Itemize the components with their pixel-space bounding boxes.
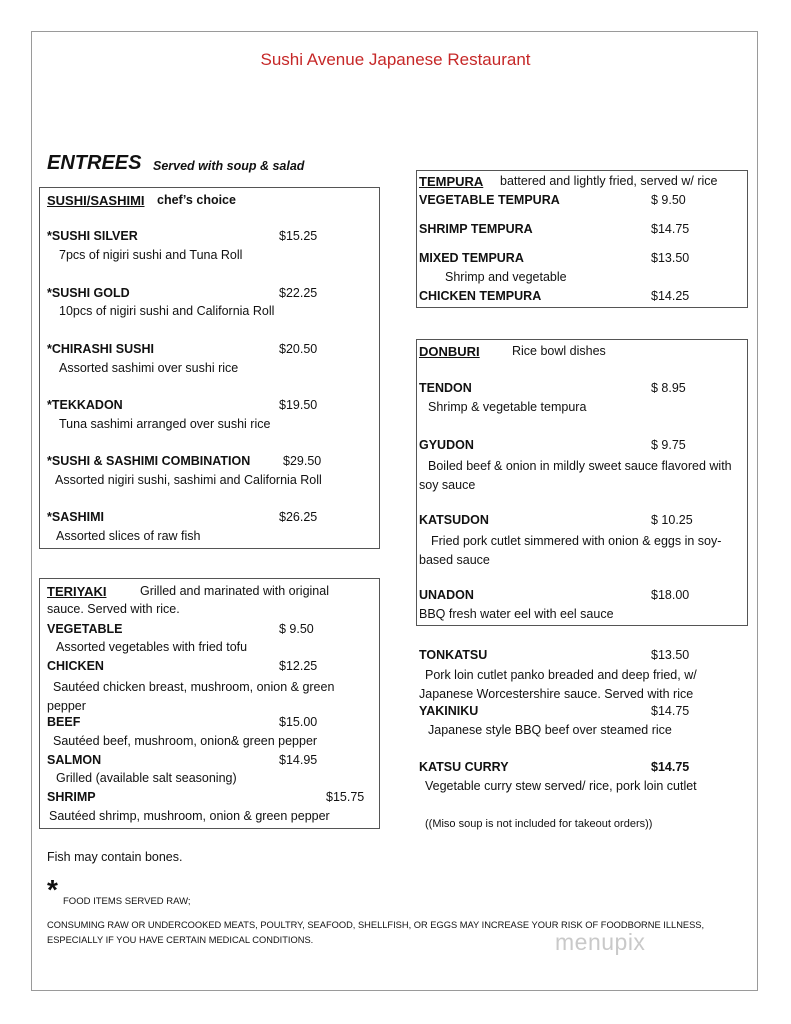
tekkadon-name: *TEKKADON [47, 398, 123, 412]
teriyaki-desc-line2: sauce. Served with rice. [47, 602, 180, 616]
teriyaki-shrimp-desc: Sautéed shrimp, mushroom, onion & green pepper [49, 809, 330, 823]
teriyaki-salmon-desc: Grilled (available salt seasoning) [56, 771, 237, 785]
katsu-curry-price: $14.75 [651, 760, 690, 774]
tonkatsu-desc: Pork loin cutlet panko breaded and deep fried, w/ Japanese Worcestershire sauce. Served with rice [419, 668, 697, 701]
sushi-sashimi-desc: chef’s choice [157, 193, 236, 207]
sushi-sashimi-title: SUSHI/SASHIMI [47, 193, 145, 208]
shrimp-tempura-price: $14.75 [651, 222, 690, 236]
teriyaki-beef-price: $15.00 [279, 715, 318, 729]
vegetable-tempura-name: VEGETABLE TEMPURA [419, 193, 560, 207]
tendon-name: TENDON [419, 381, 472, 395]
tonkatsu-price: $13.50 [651, 648, 690, 662]
teriyaki-title: TERIYAKI [47, 584, 107, 599]
chirashi-sushi-price: $20.50 [279, 342, 318, 356]
tempura-section [416, 170, 748, 308]
tempura-desc: battered and lightly fried, served w/ rice [500, 174, 718, 188]
mixed-tempura-desc: Shrimp and vegetable [445, 270, 567, 284]
entrees-heading: ENTREES [47, 152, 142, 174]
yakiniku-name: YAKINIKU [419, 704, 479, 718]
health-warning-line1: CONSUMING RAW OR UNDERCOOKED MEATS, POULTRY, SEAFOOD, SHELLFISH, OR EGGS MAY INCREASE YOUR RISK OF FOODBORNE ILLNESS, [47, 920, 705, 930]
vegetable-tempura-price: $ 9.50 [651, 193, 686, 207]
teriyaki-vegetable-desc: Assorted vegetables with fried tofu [56, 640, 248, 654]
sushi-sashimi-combo-price: $29.50 [283, 454, 322, 468]
donburi-desc: Rice bowl dishes [512, 344, 606, 358]
tendon-desc: Shrimp & vegetable tempura [428, 400, 587, 414]
katsu-curry-name: KATSU CURRY [419, 760, 509, 774]
mixed-tempura-name: MIXED TEMPURA [419, 251, 524, 265]
sashimi-desc: Assorted slices of raw fish [56, 529, 201, 543]
sashimi-price: $26.25 [279, 510, 318, 524]
tendon-price: $ 8.95 [651, 381, 686, 395]
teriyaki-chicken-price: $12.25 [279, 659, 318, 673]
katsu-curry-desc: Vegetable curry stew served/ rice, pork loin cutlet [425, 779, 697, 793]
mixed-tempura-price: $13.50 [651, 251, 690, 265]
sushi-sashimi-combo-name: *SUSHI & SASHIMI COMBINATION [47, 454, 251, 468]
katsudon-desc: Fried pork cutlet simmered with onion & eggs in soy-based sauce [419, 534, 722, 567]
chirashi-sushi-desc: Assorted sashimi over sushi rice [59, 361, 239, 375]
shrimp-tempura-name: SHRIMP TEMPURA [419, 222, 533, 236]
tempura-title: TEMPURA [419, 174, 484, 189]
yakiniku-desc: Japanese style BBQ beef over steamed rice [428, 723, 672, 737]
tekkadon-price: $19.50 [279, 398, 318, 412]
chicken-tempura-price: $14.25 [651, 289, 690, 303]
donburi-title: DONBURI [419, 344, 480, 359]
takeout-note: ((Miso soup is not included for takeout orders)) [425, 818, 653, 830]
teriyaki-desc: Grilled and marinated with original [140, 584, 329, 598]
teriyaki-beef-desc: Sautéed beef, mushroom, onion& green pepper [53, 734, 318, 748]
sushi-sashimi-combo-desc: Assorted nigiri sushi, sashimi and California Roll [55, 473, 322, 487]
sushi-silver-name: *SUSHI SILVER [47, 229, 138, 243]
bones-warning: Fish may contain bones. [47, 850, 183, 864]
restaurant-title: Sushi Avenue Japanese Restaurant [260, 50, 531, 69]
health-warning-line2: ESPECIALLY IF YOU HAVE CERTAIN MEDICAL CONDITIONS. [47, 935, 314, 945]
unadon-name: UNADON [419, 588, 474, 602]
gyudon-desc: Boiled beef & onion in mildly sweet sauce flavored with soy sauce [419, 459, 732, 492]
sushi-gold-desc: 10pcs of nigiri sushi and California Roll [59, 304, 275, 318]
chicken-tempura-name: CHICKEN TEMPURA [419, 289, 542, 303]
teriyaki-salmon-name: SALMON [47, 753, 102, 767]
sushi-silver-desc: 7pcs of nigiri sushi and Tuna Roll [59, 248, 243, 262]
teriyaki-chicken-desc: Sautéed chicken breast, mushroom, onion & green pepper [47, 680, 335, 713]
gyudon-name: GYUDON [419, 438, 474, 452]
sushi-gold-price: $22.25 [279, 286, 318, 300]
raw-asterisk: * [47, 874, 58, 905]
sashimi-name: *SASHIMI [47, 510, 104, 524]
sushi-silver-price: $15.25 [279, 229, 318, 243]
tonkatsu-name: TONKATSU [419, 648, 488, 662]
teriyaki-beef-name: BEEF [47, 715, 81, 729]
unadon-price: $18.00 [651, 588, 690, 602]
teriyaki-vegetable-name: VEGETABLE [47, 622, 123, 636]
katsudon-price: $ 10.25 [651, 513, 693, 527]
teriyaki-vegetable-price: $ 9.50 [279, 622, 314, 636]
teriyaki-salmon-price: $14.95 [279, 753, 318, 767]
katsudon-name: KATSUDON [419, 513, 489, 527]
sushi-gold-name: *SUSHI GOLD [47, 286, 130, 300]
entrees-subheading: Served with soup & salad [153, 159, 305, 173]
chirashi-sushi-name: *CHIRASHI SUSHI [47, 342, 154, 356]
teriyaki-shrimp-price: $15.75 [326, 790, 365, 804]
unadon-desc: BBQ fresh water eel with eel sauce [419, 607, 614, 621]
teriyaki-chicken-name: CHICKEN [47, 659, 104, 673]
yakiniku-price: $14.75 [651, 704, 690, 718]
gyudon-price: $ 9.75 [651, 438, 686, 452]
raw-items-label: FOOD ITEMS SERVED RAW; [63, 896, 191, 907]
tekkadon-desc: Tuna sashimi arranged over sushi rice [59, 417, 271, 431]
menupix-watermark: menupix [555, 929, 646, 955]
teriyaki-shrimp-name: SHRIMP [47, 790, 96, 804]
